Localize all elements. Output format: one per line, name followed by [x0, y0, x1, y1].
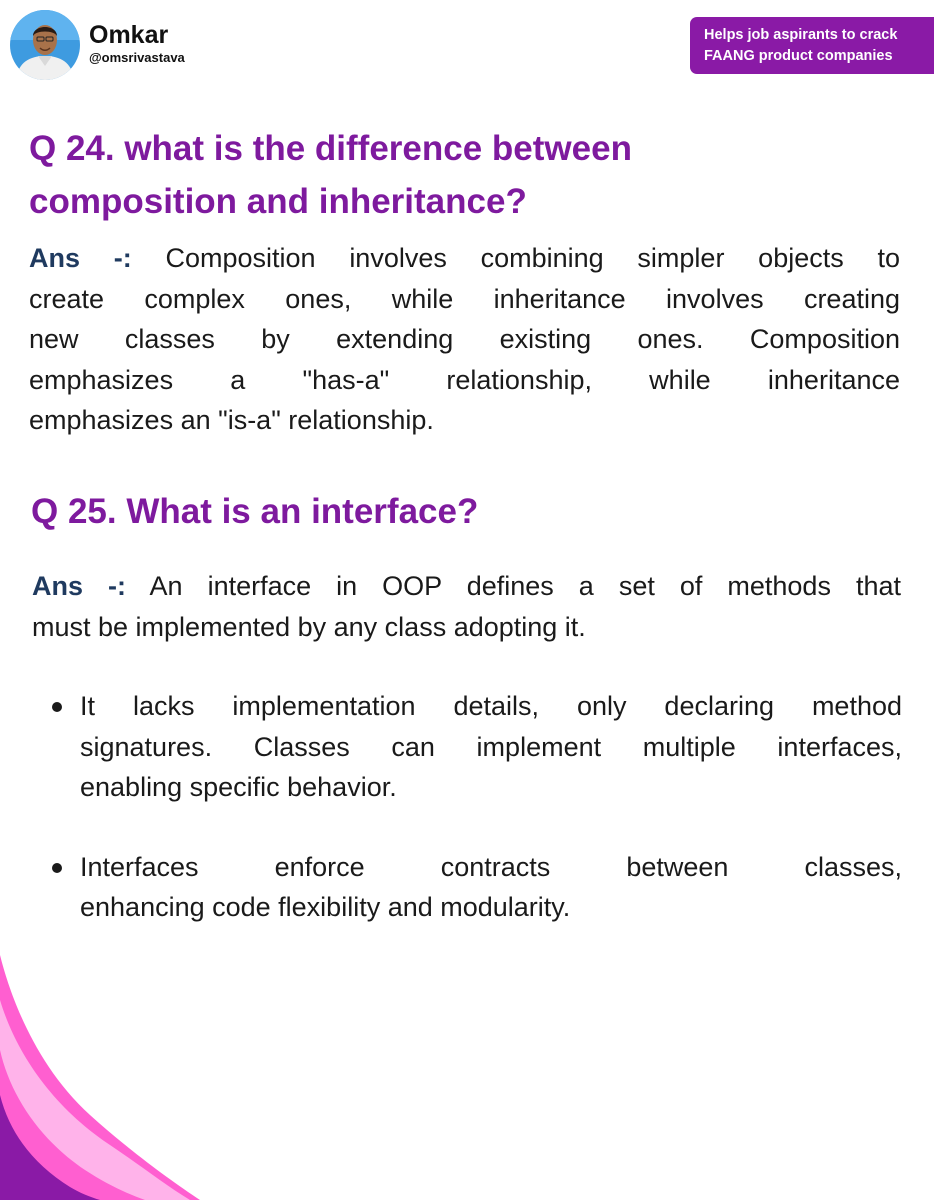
question-24-title-line-2: composition and inheritance?	[29, 182, 527, 221]
question-25-answer	[32, 566, 901, 647]
avatar-photo-icon	[10, 10, 80, 80]
author-name: Omkar	[89, 21, 169, 49]
author-handle: @omsrivastava	[89, 50, 185, 65]
answer-text: An interface in OOP defines a set of methods that	[126, 571, 901, 601]
answer-24-line-3: new classes by extending existing ones. Composition	[29, 324, 900, 354]
list-item	[80, 686, 902, 808]
answer-24-line-5: emphasizes an "is-a" relationship.	[29, 405, 434, 435]
list-item	[80, 847, 902, 928]
tagline-badge	[690, 17, 934, 74]
answer-24-line-4: emphasizes a "has-a" relationship, while inheritance	[29, 364, 900, 395]
question-24-answer	[29, 238, 900, 441]
bullet-1-line-3: enabling specific behavior.	[80, 772, 397, 802]
bullet-dot-icon	[52, 702, 62, 712]
answer-label: Ans -:	[32, 571, 127, 601]
question-25-title-text: Q 25. What is an interface?	[31, 492, 479, 531]
bullet-2-line-2: enhancing code flexibility and modularity.	[80, 892, 571, 922]
bullet-1-line-2: signatures. Classes can implement multiple interfaces,	[80, 731, 902, 762]
bullet-1-line-1: It lacks implementation details, only declaring method	[80, 691, 902, 721]
answer-label: Ans -:	[29, 243, 132, 273]
answer-25-line-2: must be implemented by any class adopting it.	[32, 611, 586, 642]
corner-wave-decoration-icon	[0, 955, 200, 1200]
question-24-title-line-1: Q 24. what is the difference between	[29, 129, 632, 168]
question-24-title	[29, 122, 909, 228]
answer-text: Composition involves combining simpler objects to	[131, 243, 900, 273]
answer-24-line-2: create complex ones, while inheritance involves creating	[29, 283, 900, 314]
profile-header	[0, 0, 934, 90]
tagline-line-2: FAANG product companies	[704, 48, 893, 64]
bullet-dot-icon	[52, 863, 62, 873]
tagline-line-1: Helps job aspirants to crack	[704, 27, 898, 43]
bullet-2-line-1: Interfaces enforce contracts between classes,	[80, 851, 902, 882]
avatar	[10, 10, 80, 80]
answer-24-line-1	[29, 238, 900, 279]
answer-25-line-1	[32, 566, 901, 607]
question-25-title	[31, 485, 911, 538]
interface-bullet-list	[80, 686, 902, 928]
